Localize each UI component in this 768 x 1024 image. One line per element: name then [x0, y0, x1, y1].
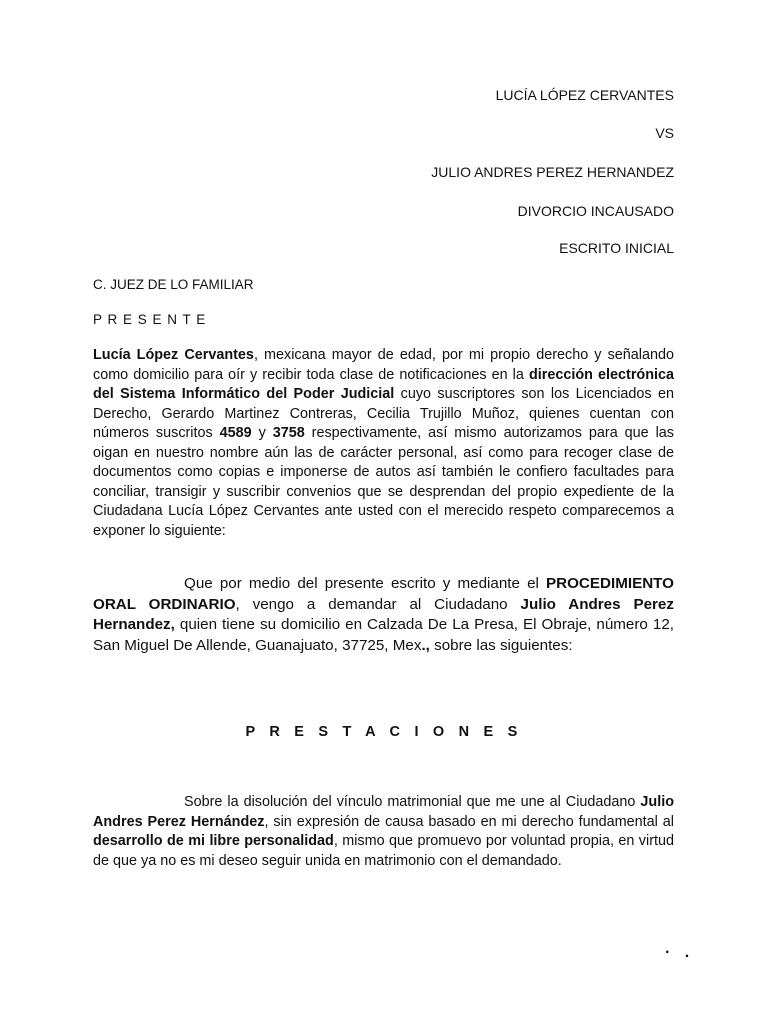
- defendant-name: JULIO ANDRES PEREZ HERNANDEZ: [431, 164, 674, 180]
- case-type: DIVORCIO INCAUSADO: [517, 203, 674, 219]
- page-marks: · .: [665, 944, 695, 961]
- procedure-name: PROCEDIMIENTO ORAL ORDINARIO: [93, 575, 674, 613]
- text-segment: , vengo a demandar al Ciudadano: [235, 595, 521, 613]
- intro-paragraph: [93, 346, 674, 541]
- text-segment: quien tiene su domicilio en Calzada De La Presa, El Obraje, número 12, San Miguel De Allende, Guanajuato, 37725, Mex: [93, 616, 674, 654]
- text-segment: respectivamente, así mismo autorizamos para que las oigan en nuestro nombre aún las de carácter personal, así como para recoger clase de documentos como copias e imponerse de autos así también le confiero facultades para conciliar, transigir y suscribir convenios que se desprendan del propio expediente de la Ciudadana Lucía López Cervantes ante usted con el merecido respeto comparecemos a exponer lo siguiente:: [93, 425, 674, 539]
- text-segment: y: [251, 425, 273, 441]
- text-segment: , mismo que promuevo por voluntad propia, en virtud de que ya no es mi deseo seguir unida en matrimonio con el demandado.: [93, 833, 674, 869]
- text-segment: , sin expresión de causa basado en mi derecho fundamental al: [264, 813, 675, 830]
- defendant-name-bold: Julio Andres Perez Hernández: [93, 794, 674, 830]
- addressee-presente: P R E S E N T E: [93, 312, 207, 327]
- license-number-2: 3758: [272, 425, 305, 441]
- document-type: ESCRITO INICIAL: [559, 240, 674, 256]
- demand-paragraph: [93, 574, 674, 656]
- section-title-prestaciones: P R E S T A C I O N E S: [245, 724, 523, 740]
- addressee-judge: C. JUEZ DE LO FAMILIAR: [93, 277, 254, 292]
- text-segment: , mexicana mayor de edad, por mi propio derecho y señalando como domicilio para oír y recibir toda clase de notificaciones en la: [93, 347, 675, 383]
- defendant-name-bold: Julio Andres Perez Hernandez,: [93, 595, 674, 634]
- versus-label: VS: [655, 125, 674, 141]
- plaintiff-name: LUCÍA LÓPEZ CERVANTES: [495, 87, 674, 103]
- fundamental-right: desarrollo de mi libre personalidad: [93, 833, 334, 849]
- abbrev-punctuation: .,: [421, 636, 430, 654]
- text-segment: Sobre la disolución del vínculo matrimonial que me une al Ciudadano: [184, 794, 641, 810]
- text-segment: cuyo suscriptores son los Licenciados en Derecho, Gerardo Martinez Contreras, Cecilia Trujillo Muñoz, quienes cuentan con números suscritos: [93, 386, 674, 441]
- license-number-1: 4589: [219, 425, 252, 441]
- prestacion-paragraph: [93, 793, 674, 871]
- electronic-address: dirección electrónica del Sistema Informático del Poder Judicial: [93, 366, 675, 402]
- text-segment: Que por medio del presente escrito y mediante el: [184, 575, 547, 592]
- text-segment: sobre las siguientes:: [429, 636, 573, 654]
- plaintiff-name-bold: Lucía López Cervantes: [93, 347, 254, 363]
